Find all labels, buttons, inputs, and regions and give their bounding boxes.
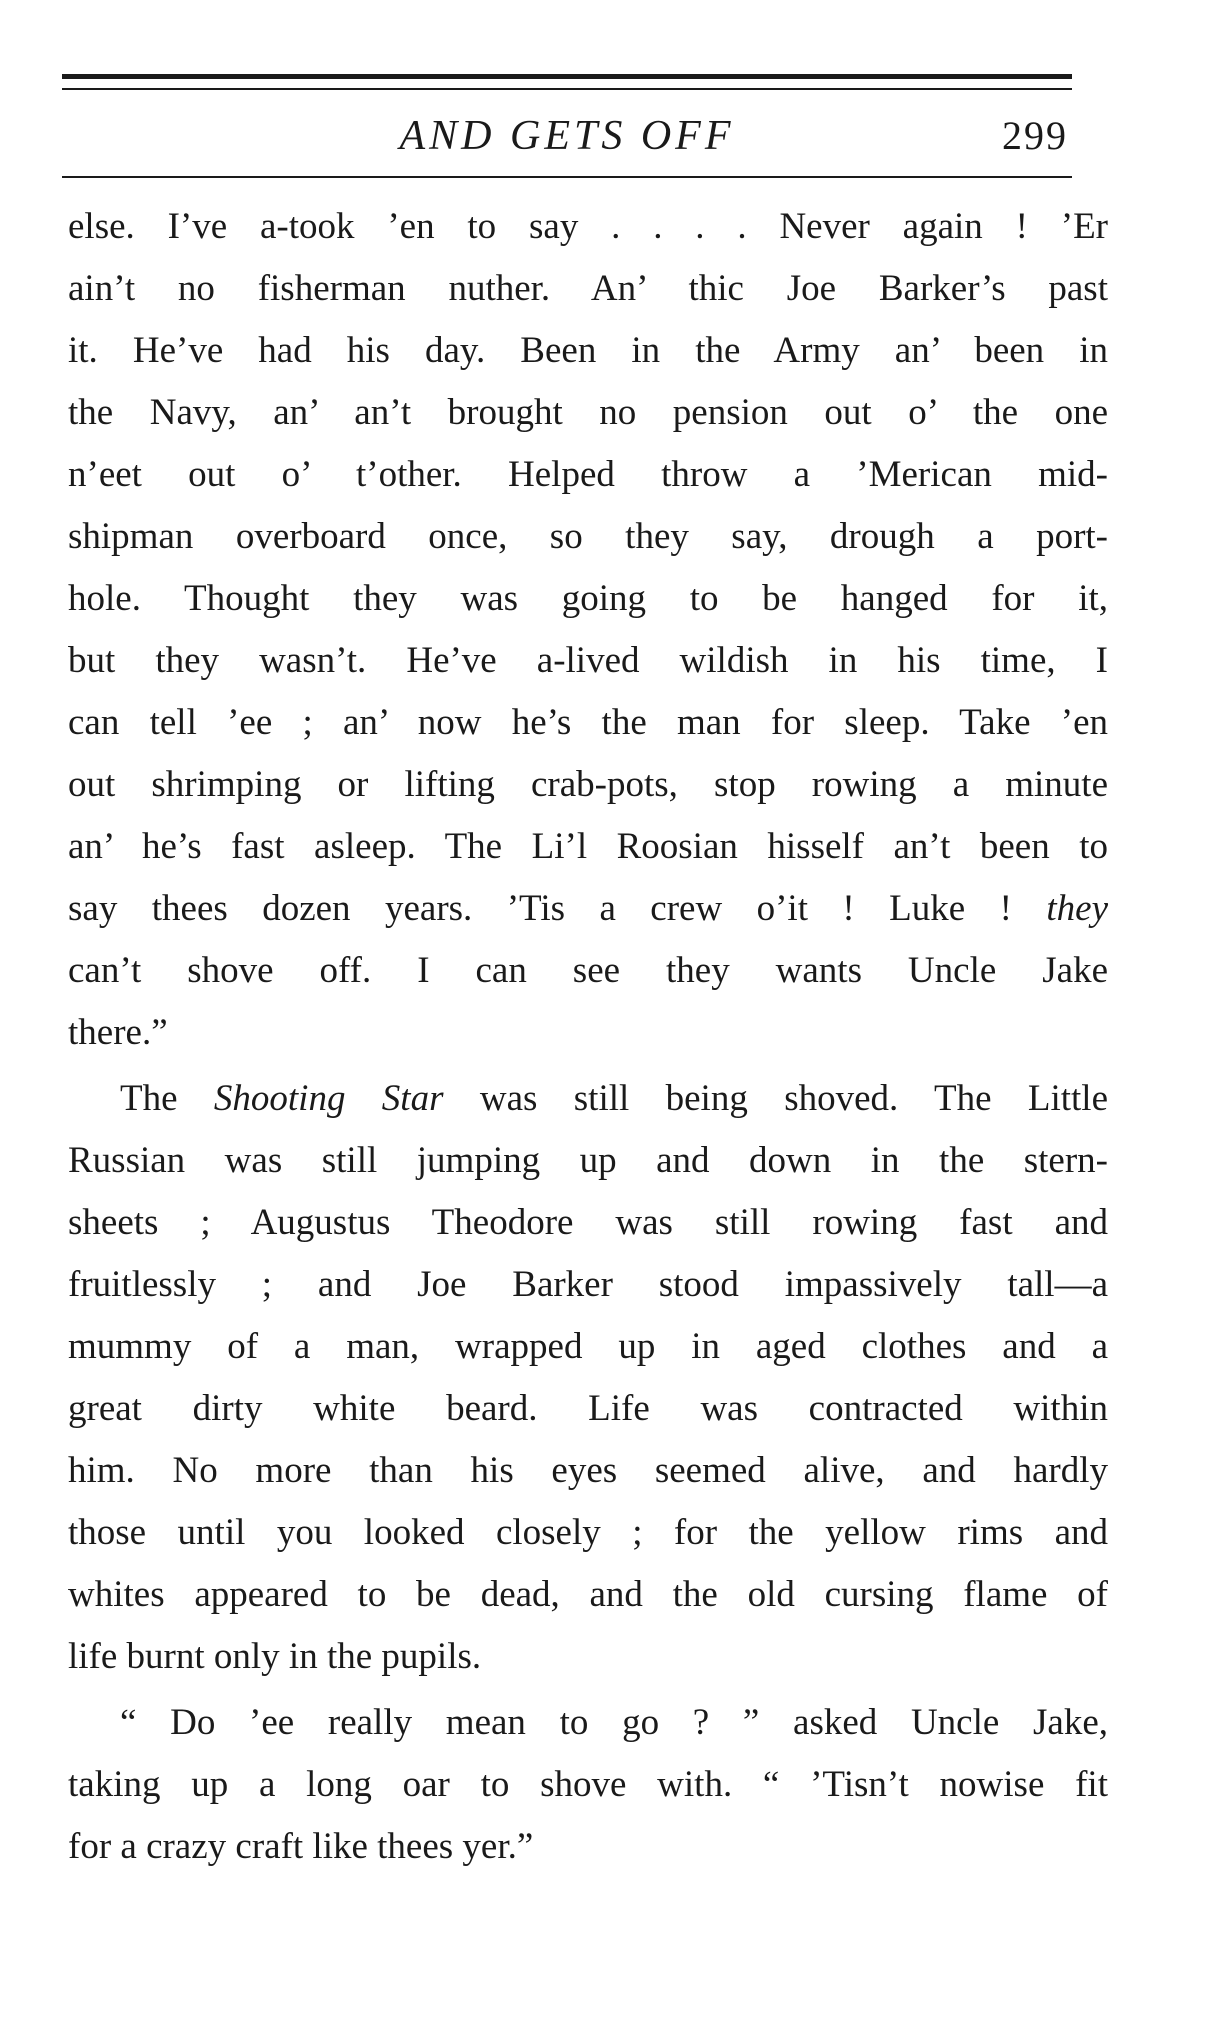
text-line: can tell ’ee ; an’ now he’s the man for sleep. Take ’en [68,702,1108,743]
text-line: mummy of a man, wrapped up in aged clothes and a [68,1326,1108,1367]
text-line [68,1068,1108,1130]
text-line: sheets ; Augustus Theodore was still rowing fast and [68,1202,1108,1243]
header-rule-thin [62,88,1072,90]
text-line: n’eet out o’ t’other. Helped throw a ’Merican mid- [68,454,1108,495]
text-line: but they wasn’t. He’ve a-lived wildish in his time, I [68,640,1108,681]
text-line [68,878,1108,940]
paragraph-3 [68,1692,1108,1878]
text-line: ain’t no fisherman nuther. An’ thic Joe Barker’s past [68,268,1108,309]
text-line: taking up a long oar to shove with. “ ’Tisn’t nowise fit [68,1764,1108,1805]
running-head: AND GETS OFF [399,113,735,159]
text-line: else. I’ve a-took ’en to say . . . . Never again ! ’Er [68,206,1108,247]
text-line: “ Do ’ee really mean to go ? ” asked Uncle Jake, [120,1702,1108,1743]
text-line: Russian was still jumping up and down in the stern- [68,1140,1108,1181]
paragraph-1 [68,196,1108,1064]
text-line: can’t shove off. I can see they wants Uncle Jake [68,950,1108,991]
italic-word: they [1046,888,1108,929]
text-line: out shrimping or lifting crab-pots, stop rowing a minute [68,764,1108,805]
header-underline [62,176,1072,178]
text-segment: The [120,1078,178,1119]
text-segment: say thees dozen years. ’Tis a crew o’it ! Luke ! [68,888,1012,929]
text-line: it. He’ve had his day. Been in the Army an’ been in [68,330,1108,371]
ship-name: Shooting Star [213,1078,444,1119]
page-number: 299 [1002,113,1068,158]
text-line: life burnt only in the pupils. [68,1636,482,1677]
text-line: those until you looked closely ; for the yellow rims and [68,1512,1108,1553]
text-line: great dirty white beard. Life was contracted within [68,1388,1108,1429]
paragraph-2 [68,1068,1108,1688]
text-line: fruitlessly ; and Joe Barker stood impassively tall—a [68,1264,1108,1305]
text-line: an’ he’s fast asleep. The Li’l Roosian hisself an’t been to [68,826,1108,867]
page-header [62,108,1072,168]
text-line: the Navy, an’ an’t brought no pension out o’ the one [68,392,1108,433]
text-line: hole. Thought they was going to be hanged for it, [68,578,1108,619]
text-line: whites appeared to be dead, and the old cursing flame of [68,1574,1108,1615]
header-rule-thick [62,74,1072,79]
text-line: for a crazy craft like thees yer.” [68,1826,534,1867]
text-segment: was still being shoved. The Little [479,1078,1108,1119]
body-text [68,196,1108,1878]
text-line: there.” [68,1012,168,1053]
text-line: shipman overboard once, so they say, drough a port- [68,516,1108,557]
text-line: him. No more than his eyes seemed alive, and hardly [68,1450,1108,1491]
